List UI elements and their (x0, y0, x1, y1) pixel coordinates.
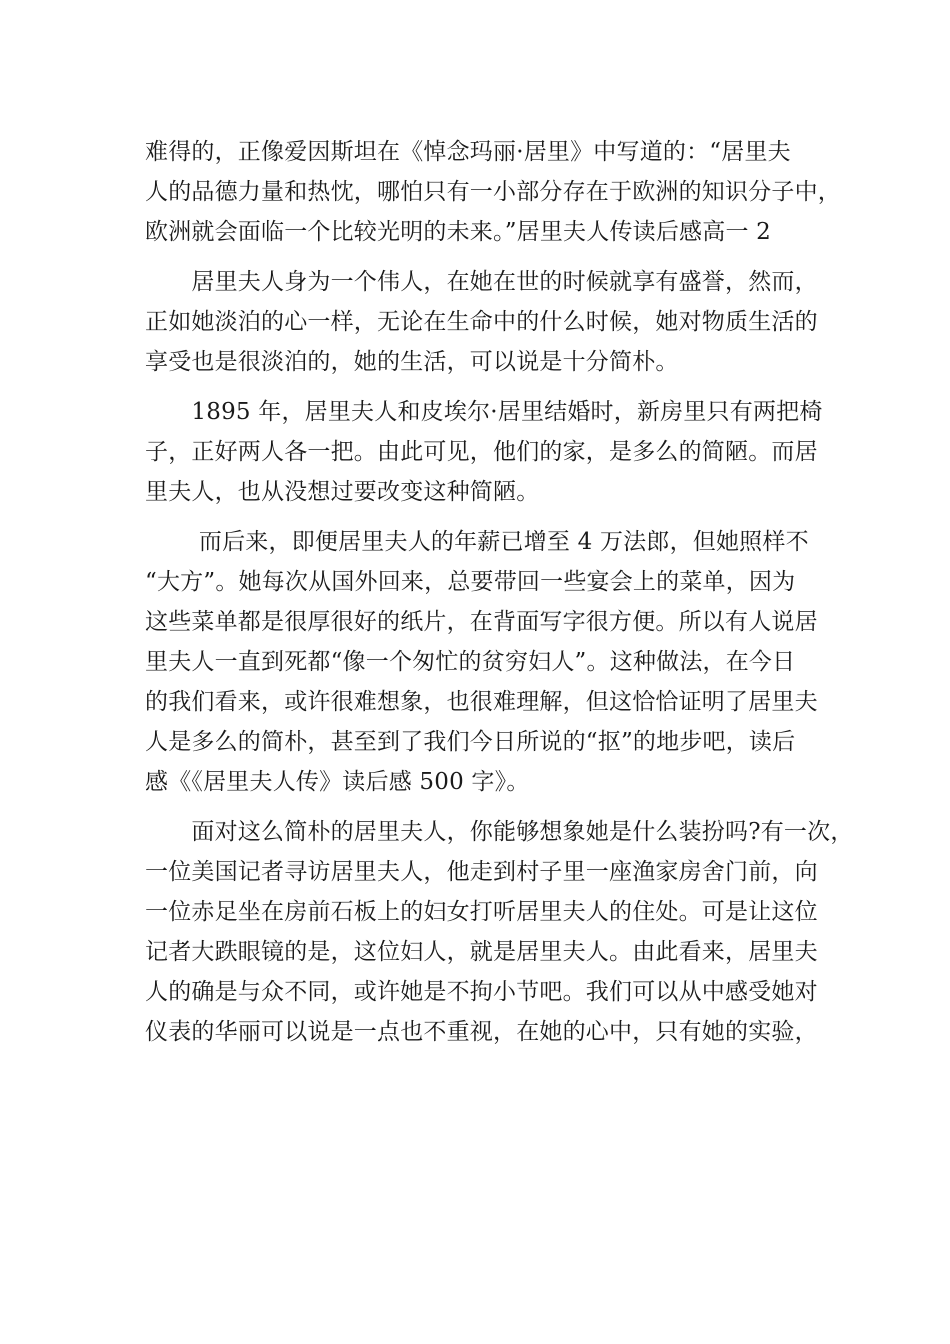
text-line: 的我们看来，或许很难想象，也很难理解，但这恰恰证明了居里夫 (145, 689, 818, 715)
text-line: 一位美国记者寻访居里夫人，他走到村子里一座渔家房舍门前，向 (145, 859, 818, 885)
text-line: 而后来，即便居里夫人的年薪已增至 4 万法郎，但她照样不 (145, 529, 809, 555)
text-line: 面对这么简朴的居里夫人，你能够想象她是什么装扮吗?有一次， (145, 819, 854, 845)
text-line: 一位赤足坐在房前石板上的妇女打听居里夫人的住处。可是让这位 (145, 899, 818, 925)
text-line: 1895 年，居里夫人和皮埃尔·居里结婚时，新房里只有两把椅 (145, 399, 823, 425)
text-line: 子，正好两人各一把。由此可见，他们的家，是多么的简陋。而居 (145, 439, 818, 465)
text-line: 难得的，正像爱因斯坦在《悼念玛丽·居里》中写道的：“居里夫 (145, 139, 791, 165)
paragraph-gap (145, 512, 825, 522)
text-line: 里夫人，也从没想过要改变这种简陋。 (145, 479, 540, 505)
text-line: 仪表的华丽可以说是一点也不重视，在她的心中，只有她的实验， (145, 1019, 818, 1045)
text-line: 享受也是很淡泊的，她的生活，可以说是十分简朴。 (145, 349, 679, 375)
text-line: 居里夫人身为一个伟人，在她在世的时候就享有盛誉，然而， (145, 269, 818, 295)
text-line: 记者大跌眼镜的是，这位妇人，就是居里夫人。由此看来，居里夫 (145, 939, 818, 965)
text-line: 这些菜单都是很厚很好的纸片，在背面写字很方便。所以有人说居 (145, 609, 818, 635)
text-line: 人是多么的简朴，甚至到了我们今日所说的“抠”的地步吧，读后 (145, 729, 796, 755)
text-line: 里夫人一直到死都“像一个匆忙的贫穷妇人”。这种做法，在今日 (145, 649, 796, 675)
body-text (145, 132, 854, 1052)
paragraph-gap (145, 382, 825, 392)
text-line: “大方”。她每次从国外回来，总要带回一些宴会上的菜单，因为 (145, 569, 796, 595)
text-line: 感《《居里夫人传》读后感 500 字》。 (145, 769, 530, 795)
text-line: 正如她淡泊的心一样，无论在生命中的什么时候，她对物质生活的 (145, 309, 818, 335)
text-line: 人的确是与众不同，或许她是不拘小节吧。我们可以从中感受她对 (145, 979, 818, 1005)
text-line: 欧洲就会面临一个比较光明的未来。”居里夫人传读后感高一 2 (145, 219, 772, 245)
paragraph-gap (145, 252, 825, 262)
text-line: 人的品德力量和热忱，哪怕只有一小部分存在于欧洲的知识分子中， (145, 179, 841, 205)
paragraph-gap (145, 802, 825, 812)
